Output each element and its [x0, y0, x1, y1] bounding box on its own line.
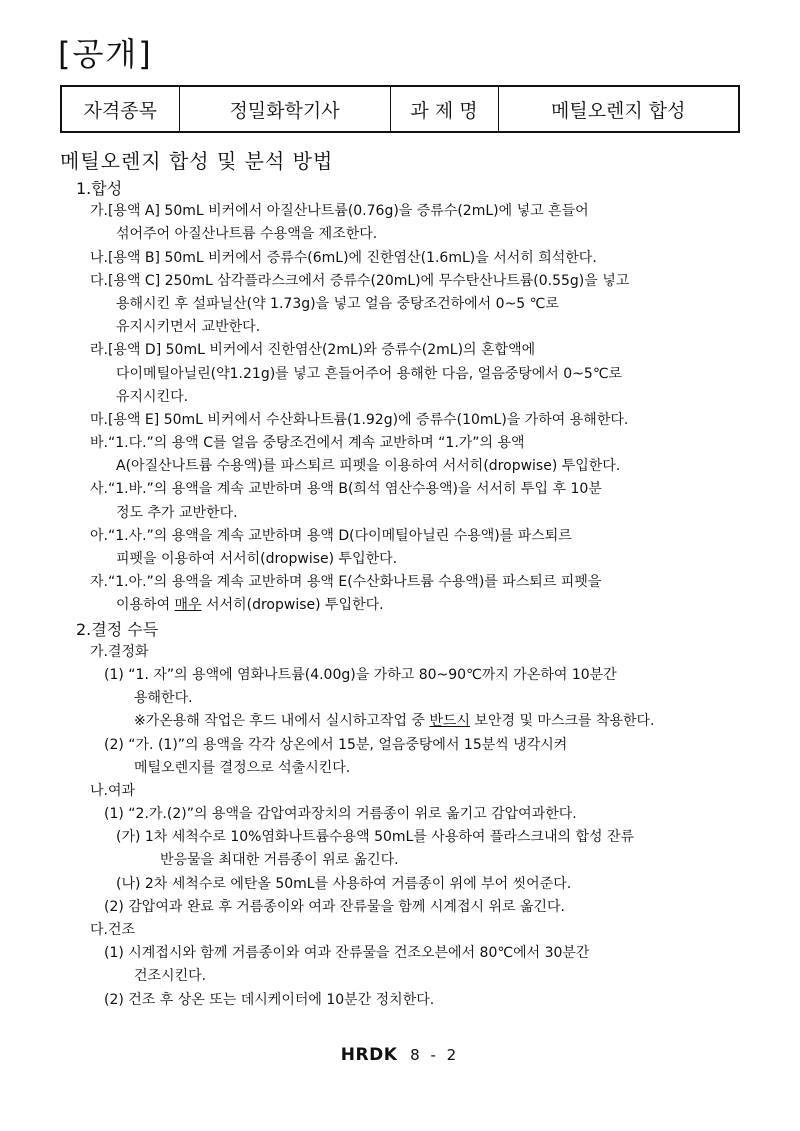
section-heading: 1.합성: [76, 179, 123, 198]
page-number: 8 - 2: [410, 1045, 460, 1064]
page-tag: [공개]: [58, 35, 153, 73]
footer: [0, 1042, 800, 1067]
text-line: (1) 시계접시와 함께 거름종이와 여과 잔류물을 건조오븐에서 80℃에서 30분간: [104, 945, 590, 962]
text-line: (1) “1. 자”의 용액에 염화나트륨(4.00g)을 가하고 80~90℃까지 가온하여 10분간: [104, 666, 617, 683]
text-line: 라.[용액 D] 50mL 비커에서 진한염산(2mL)와 증류수(2mL)의 혼합액에: [90, 342, 536, 359]
text-line: 마.[용액 E] 50mL 비커에서 수산화나트륨(1.92g)에 증류수(10mL)을 가하여 용해한다.: [90, 411, 629, 428]
text-line: [0, 710, 800, 733]
text-line: 유지시킨다.: [116, 388, 189, 405]
text-line: 정도 추가 교반한다.: [116, 504, 238, 521]
text-line: (2) 건조 후 상온 또는 데시케이터에 10분간 정치한다.: [104, 991, 435, 1008]
text-segment: ※가온용해 작업은 후드 내에서 실시하고작업 중: [134, 713, 430, 730]
task-label: 과 제 명: [390, 86, 498, 132]
text-line: 나.[용액 B] 50mL 비커에서 증류수(6mL)에 진한염산(1.6mL)을 서서히 희석한다.: [90, 249, 597, 266]
text-line: 건조시킨다.: [134, 968, 207, 985]
text-line: (가) 1차 세척수로 10%염화나트륨수용액 50mL를 사용하여 플라스크내의 합성 잔류: [116, 829, 634, 846]
text-line: 피펫을 이용하여 서서히(dropwise) 투입한다.: [116, 551, 398, 567]
underlined-text: 반드시: [429, 713, 470, 730]
text-segment: 보안경 및 마스크를 착용한다.: [469, 713, 655, 730]
category-value: 정밀화학기사: [179, 86, 390, 132]
text-line: 다이메틸아닐린(약1.21g)를 넣고 흔들어주어 용해한 다음, 얼음중탕에서 0~5℃로: [116, 365, 623, 382]
text-line: 유지시키면서 교반한다.: [116, 319, 261, 336]
text-line: 아.“1.사.”의 용액을 계속 교반하며 용액 D(다이메틸아닐린 수용액)를 파스퇴르: [90, 527, 572, 544]
text-line: (2) “가. (1)”의 용액을 각각 상온에서 15분, 얼음중탕에서 15분씩 냉각시켜: [104, 736, 568, 753]
task-value: 메틸오렌지 합성: [498, 86, 739, 132]
text-line: [0, 594, 800, 617]
info-table: [60, 85, 740, 133]
text-line: (1) “2.가.(2)”의 용액을 감압여과장치의 거름종이 위로 옮기고 감압여과한다.: [104, 806, 577, 823]
hrdk-logo: HRDK: [340, 1044, 398, 1065]
text-line: 섞어주어 아질산나트륨 수용액을 제조한다.: [116, 226, 378, 243]
text-line: 반응물을 최대한 거름종이 위로 옮긴다.: [160, 852, 399, 869]
text-line: 가.결정화: [90, 643, 149, 660]
text-line: (2) 감압여과 완료 후 거름종이와 여과 잔류물을 함께 시계접시 위로 옮긴다.: [104, 898, 565, 915]
category-label: 자격종목: [61, 86, 179, 132]
text-line: (나) 2차 세척수로 에탄올 50mL를 사용하여 거름종이 위에 부어 씻어준다.: [116, 875, 572, 892]
section-heading: 2.결정 수득: [76, 619, 159, 639]
text-line: 다.[용액 C] 250mL 삼각플라스크에서 증류수(20mL)에 무수탄산나트륨(0.55g)을 넣고: [90, 272, 630, 289]
text-line: 자.“1.아.”의 용액을 계속 교반하며 용액 E(수산화나트륨 수용액)를 파스퇴르 피펫을: [90, 574, 602, 591]
text-segment: 이용하여: [116, 597, 175, 614]
underlined-text: 매우: [174, 597, 202, 614]
text-line: 용해시킨 후 설파닐산(약 1.73g)을 넣고 얼음 중탕조건하에서 0~5 ℃로: [116, 295, 559, 312]
text-line: A(아질산나트륨 수용액)를 파스퇴르 피펫을 이용하여 서서히(dropwise) 투입한다.: [116, 458, 621, 475]
text-line: 용해한다.: [134, 690, 193, 707]
text-segment: 서서히(dropwise) 투입한다.: [201, 597, 384, 614]
procedure-text: [0, 177, 800, 1012]
text-line: 가.[용액 A] 50mL 비커에서 아질산나트륨(0.76g)을 증류수(2mL)에 넣고 흔들어: [90, 203, 589, 220]
text-line: 바.“1.다.”의 용액 C를 얼음 중탕조건에서 계속 교반하며 “1.가”의 용액: [90, 435, 525, 452]
doc-title: 메틸오렌지 합성 및 분석 방법: [60, 149, 334, 173]
text-line: 다.건조: [90, 922, 136, 938]
text-line: 사.“1.바.”의 용액을 계속 교반하며 용액 B(희석 염산수용액)을 서서히 투입 후 10분: [90, 481, 602, 498]
text-line: 메틸오렌지를 결정으로 석출시킨다.: [134, 759, 351, 776]
text-line: 나.여과: [90, 782, 136, 799]
